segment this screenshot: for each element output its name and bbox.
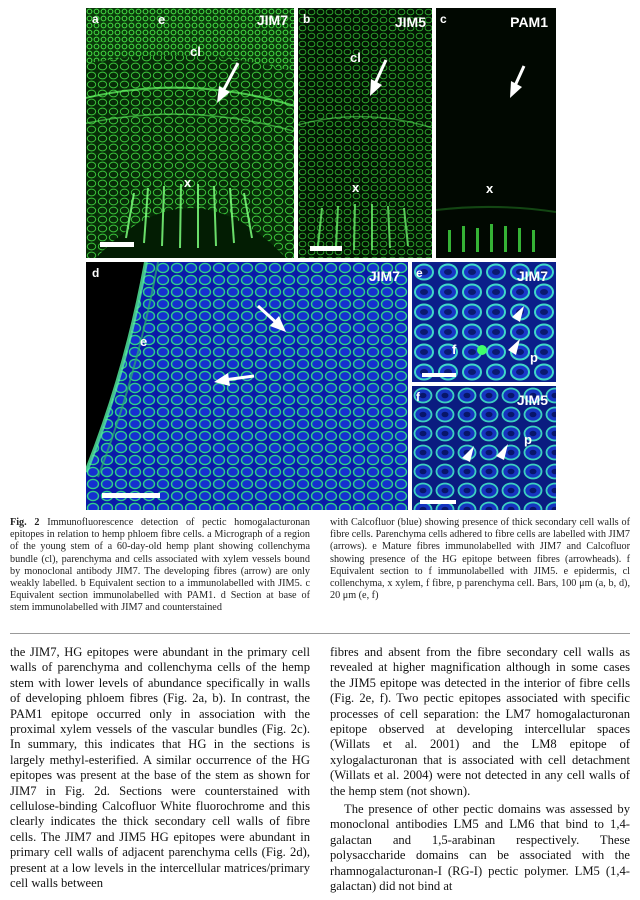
panel-d-image (86, 262, 408, 510)
panel-d-micrograph (86, 262, 408, 510)
panel-b-image (298, 8, 432, 258)
panel-c-label-x: x (486, 181, 494, 196)
panel-e-micrograph (412, 262, 556, 382)
panel-c-tag: PAM1 (510, 14, 548, 30)
body-paragraph: the JIM7, HG epitopes were abundant in the primary cell walls of parenchyma and collenchyma cells of the hemp stem with lower levels of abundance specifically in walls of developing phloem fibres (Fig. 2a, b). In contrast, the PAM1 epitope occurred only in association with the proximal xylem vessels of the vascular bundles (Fig. 2c). In summary, this indicates that HG in the sections is largely methyl-esterified. A similar occurrence of the HG epitopes was present at the base of the stem as shown for JIM7 in Fig. 2d. Sections were counterstained with cellulose-binding Calcofluor White fluorochrome and this clearly indicates the thick secondary cell walls of fibre cells. The JIM7 and JIM5 HG epitopes were abundant in primary cell walls of adjacent parenchyma cells (Fig. 2d), present at a low levels in the intercellular matrices/primary cell walls between (10, 645, 310, 891)
panel-c-letter: c (440, 12, 447, 26)
panel-e-letter: e (416, 266, 423, 280)
panel-a-tag: JIM7 (256, 12, 288, 28)
panel-d-letter: d (92, 266, 100, 280)
panel-a-letter: a (92, 12, 99, 26)
panel-c-image (436, 8, 556, 258)
panel-f-micrograph (412, 386, 556, 510)
figure-caption-left-text: Immunofluorescence detection of pectic homogalacturonan epitopes in relation to hemp phloem fibre cells. a Micrograph of a region of the young stem of a 60-day-old hemp plant showing collenchyma bundle (cl), parenchyma and cells associated with xylem vessels bound by monoclonal antibody JIM7. The developing fibres (arrow) are only weakly labelled. b Equivalent section to a immunolabelled with JIM5. c Equivalent section immunolabelled with PAM1. d Section at base of stem immunolabelled with JIM7 and counterstained (10, 517, 311, 614)
panel-b-letter: b (303, 12, 311, 26)
panel-c-micrograph (436, 8, 556, 258)
panel-d-label-e: e (140, 334, 148, 349)
panel-b-label-x: x (352, 180, 360, 195)
panel-a-label-cl: cl (190, 44, 201, 59)
body-paragraph: fibres and absent from the fibre secondary cell walls as revealed at higher magnification although in some cases the JIM5 epitope was detected in the interior of fibre cells (Fig. 2e, f). Two pectic epitopes associated with specific processes of cell separation: the LM7 homogalacturonan epitope observed at developing intercellular spaces (Willats et al. 2001) and the LM8 epitope of xylogalacturonan that is associated with cell detachment (Willats et al. 2004) were not detected in any cell walls of the hemp stem (not shown). (330, 645, 630, 798)
figure-caption-left (10, 517, 310, 615)
panel-f-tag: JIM5 (516, 392, 548, 408)
panel-e-label-f: f (452, 342, 457, 357)
panel-a-label-x: x (184, 175, 192, 190)
panel-e-label-p: p (530, 350, 538, 365)
figure-caption-label: Fig. 2 (10, 517, 40, 528)
panel-b-tag: JIM5 (394, 14, 426, 30)
panel-b-micrograph (298, 8, 432, 258)
panel-a-micrograph (86, 8, 294, 258)
body-paragraph: The presence of other pectic domains was assessed by monoclonal antibodies LM5 and LM6 that bind to 1,4-galactan and 1,5-arabinan respectively. These polysaccharide domains can be associated with the rhamnogalacturonan-I (RG-I) pectic polymer. LM5 (1,4-galactan) did not bind at (330, 802, 630, 894)
panel-e-tag: JIM7 (516, 268, 548, 284)
panel-a-label-e: e (158, 12, 166, 27)
body-column-left (10, 645, 310, 892)
panel-b-label-cl: cl (350, 50, 361, 65)
panel-f-letter: f (416, 390, 420, 404)
caption-divider (10, 633, 630, 634)
panel-f-label-p: p (524, 432, 532, 447)
panel-d-tag: JIM7 (368, 268, 400, 284)
figure-caption-right (330, 517, 630, 602)
figure-caption-right-text: with Calcofluor (blue) showing presence of thick secondary cell walls of fibre cells. Parenchyma cells adhered to fibre cells are labelled with JIM7 (arrows). e Mature fibres immunolabelled with JIM7 and Calcofluor showing presence of the HG epitope between fibres (arrowheads). f Equivalent section to f immunolabelled with JIM5. e epidermis, cl collenchyma, x xylem, f fibre, p parenchyma cell. Bars, 100 μm (a, b, d), 20 μm (e, f) (330, 517, 630, 602)
body-column-right (330, 645, 630, 895)
